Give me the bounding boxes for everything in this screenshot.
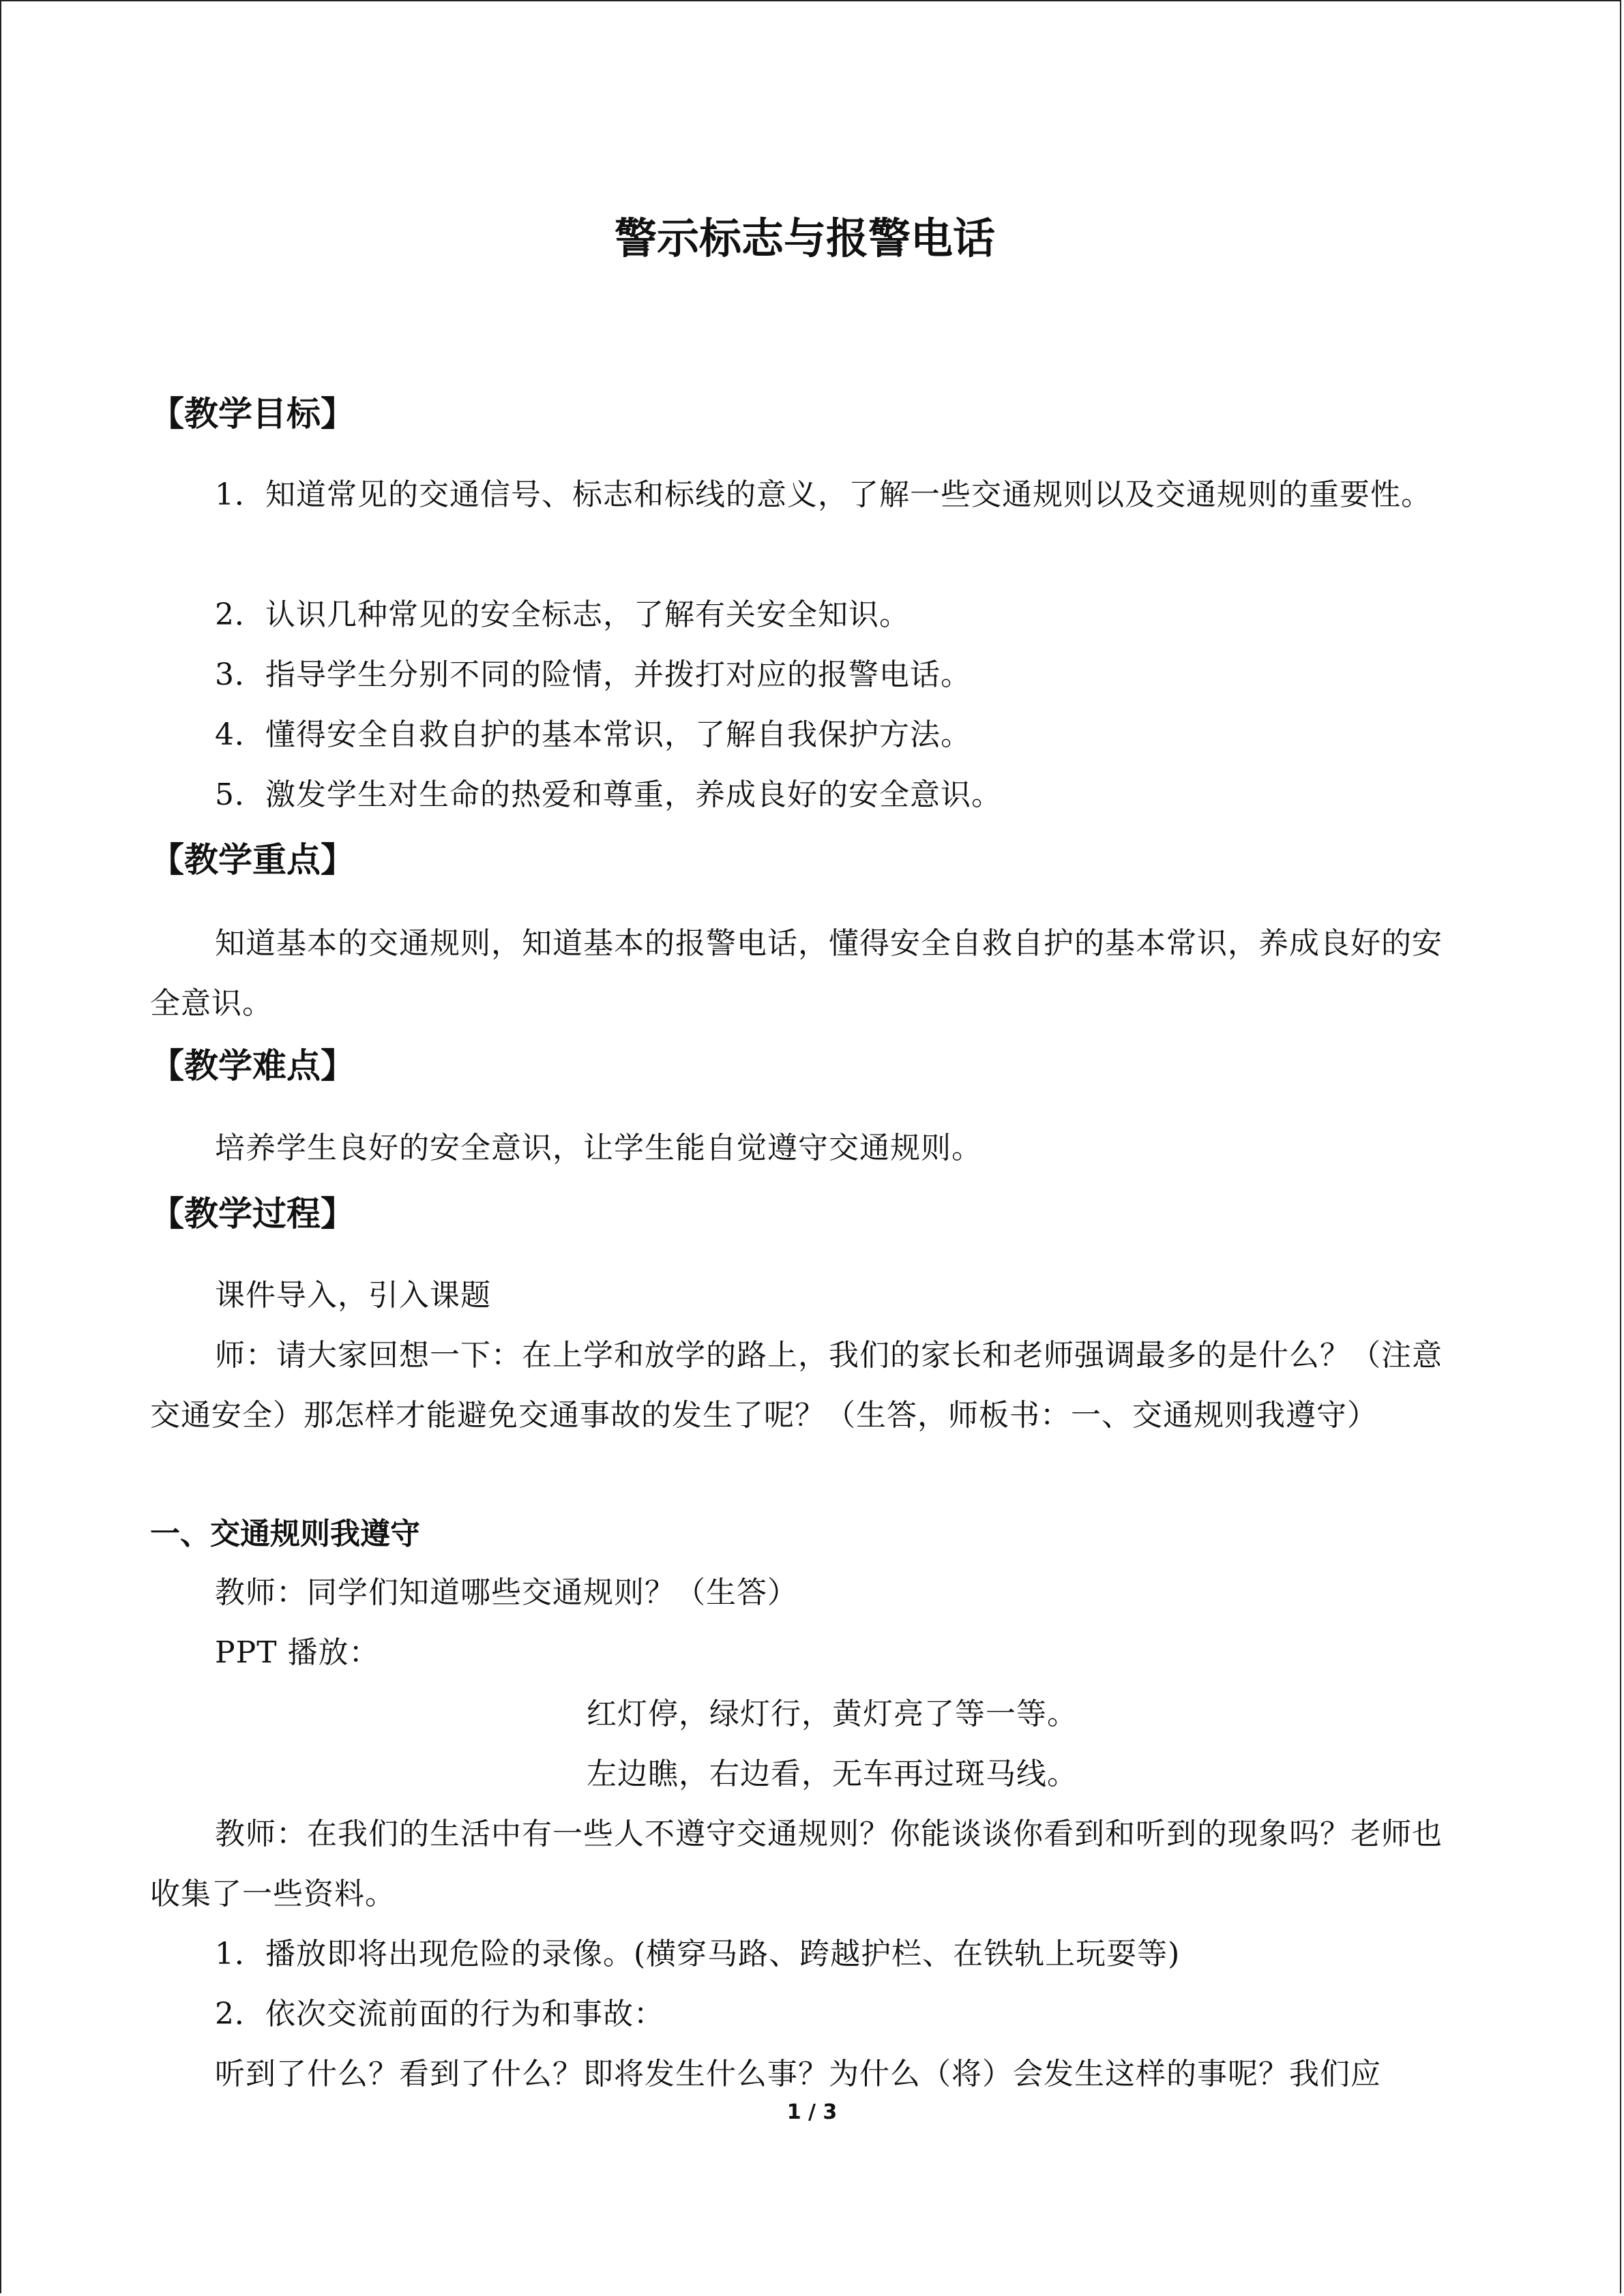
teacher-question: 师：请大家回想一下：在上学和放学的路上，我们的家长和老师强调最多的是什么？（注意交通安全）那怎样才能避免交通事故的发生了呢？（生答，师板书：一、交通规则我遵守）: [150, 1338, 1443, 1433]
objective-item-4: 4．懂得安全自救自护的基本常识，了解自我保护方法。: [215, 717, 971, 752]
process-heading: 【教学过程】: [150, 1194, 355, 1234]
key-points-text: 知道基本的交通规则，知道基本的报警电话，懂得安全自救自护的基本常识，养成良好的安全意识。: [150, 926, 1443, 1021]
step-1: 1．播放即将出现危险的录像。(横穿马路、跨越护栏、在铁轨上玩耍等): [215, 1937, 1181, 1971]
document-title: 警示标志与报警电话: [614, 213, 995, 263]
teacher-observe: 教师：在我们的生活中有一些人不遵守交通规则？你能谈谈你看到和听到的现象吗？老师也收集了一些资料。: [150, 1817, 1443, 1911]
questions-text: 听到了什么？看到了什么？即将发生什么事？为什么（将）会发生这样的事呢？我们应: [215, 2057, 1381, 2091]
page-number: 1 / 3: [786, 2100, 838, 2124]
traffic-rules-subheading: 一、交通规则我遵守: [150, 1517, 420, 1551]
objective-item-1: 1．知道常见的交通信号、标志和标线的意义，了解一些交通规则以及交通规则的重要性。: [215, 477, 1432, 512]
ppt-label: PPT 播放：: [215, 1635, 380, 1670]
difficulties-text: 培养学生良好的安全意识，让学生能自觉遵守交通规则。: [215, 1131, 982, 1165]
process-intro: 课件导入，引入课题: [215, 1278, 491, 1313]
objectives-heading: 【教学目标】: [150, 394, 355, 434]
rhyme-line-2: 左边瞧，右边看，无车再过斑马线。: [587, 1757, 1078, 1791]
teacher-ask: 教师：同学们知道哪些交通规则？（生答）: [215, 1575, 798, 1610]
objective-item-3: 3．指导学生分别不同的险情，并拨打对应的报警电话。: [215, 657, 971, 692]
objective-item-5: 5．激发学生对生命的热爱和尊重，养成良好的安全意识。: [215, 777, 1002, 812]
key-points-heading: 【教学重点】: [150, 840, 355, 880]
step-2: 2．依次交流前面的行为和事故：: [215, 1997, 664, 2031]
rhyme-line-1: 红灯停，绿灯行，黄灯亮了等一等。: [587, 1697, 1078, 1731]
objective-item-2: 2．认识几种常见的安全标志，了解有关安全知识。: [215, 597, 910, 632]
difficulties-heading: 【教学难点】: [150, 1046, 355, 1086]
